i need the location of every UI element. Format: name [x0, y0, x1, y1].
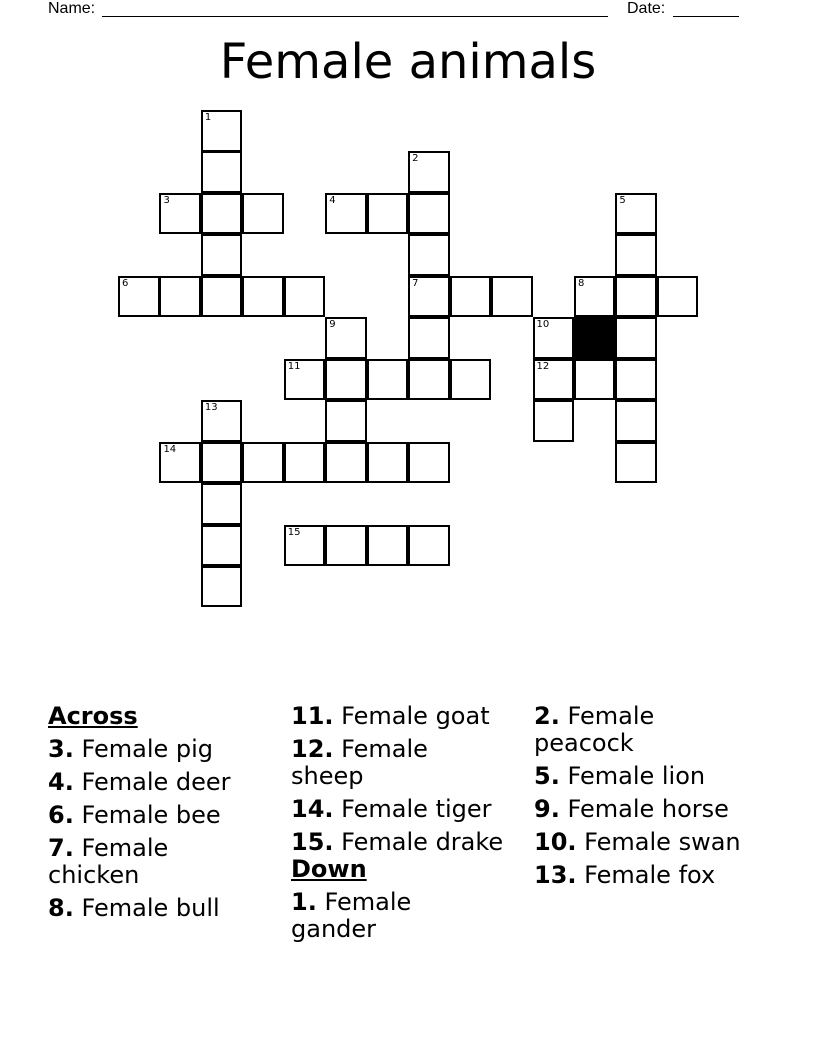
clue-text: Female horse — [567, 795, 729, 823]
grid-cell[interactable] — [450, 276, 492, 318]
clue-text: Female lion — [567, 762, 706, 790]
grid-cell[interactable] — [325, 317, 367, 359]
clue-down-5 — [534, 763, 764, 790]
grid-cell[interactable] — [325, 400, 367, 442]
grid-cell[interactable] — [242, 442, 284, 484]
clue-number: 6. — [48, 801, 74, 829]
grid-cell[interactable] — [533, 317, 575, 359]
grid-cell[interactable] — [615, 400, 657, 442]
clue-across-6 — [48, 802, 278, 829]
cell-number: 6 — [122, 277, 129, 289]
clue-text: Female bull — [81, 894, 220, 922]
clue-number: 5. — [534, 762, 560, 790]
cell-number: 7 — [412, 277, 419, 289]
grid-cell[interactable] — [325, 359, 367, 401]
clue-across-11 — [291, 703, 521, 730]
clue-number: 8. — [48, 894, 74, 922]
grid-cell[interactable] — [408, 193, 450, 235]
grid-cell[interactable] — [325, 442, 367, 484]
grid-cell[interactable] — [201, 400, 243, 442]
grid-cell[interactable] — [615, 317, 657, 359]
grid-cell[interactable] — [284, 442, 326, 484]
cell-number: 9 — [329, 319, 336, 331]
grid-cell[interactable] — [615, 442, 657, 484]
cell-number: 14 — [163, 443, 177, 455]
clue-list — [48, 703, 768, 1003]
clue-number: 15. — [291, 828, 334, 856]
clue-text: Female fox — [584, 861, 716, 889]
clue-text: Female gander — [291, 888, 412, 943]
grid-cell[interactable] — [408, 317, 450, 359]
grid-cell[interactable] — [574, 276, 616, 318]
grid-cell[interactable] — [491, 276, 533, 318]
grid-cell[interactable] — [615, 276, 657, 318]
clue-number: 10. — [534, 828, 577, 856]
grid-cell[interactable] — [408, 234, 450, 276]
clue-column-3 — [534, 703, 764, 895]
grid-cell[interactable] — [367, 442, 409, 484]
clue-number: 14. — [291, 795, 334, 823]
clue-text: Female pig — [81, 735, 214, 763]
grid-cell[interactable] — [201, 193, 243, 235]
grid-cell[interactable] — [615, 234, 657, 276]
cell-number: 4 — [329, 194, 336, 206]
date-label: Date: — [627, 0, 666, 17]
clue-across-12 — [291, 736, 441, 790]
grid-cell[interactable] — [450, 359, 492, 401]
grid-cell[interactable] — [408, 525, 450, 567]
clue-down-2 — [534, 703, 684, 757]
grid-cell[interactable] — [118, 276, 160, 318]
grid-cell[interactable] — [657, 276, 699, 318]
grid-cell[interactable] — [367, 525, 409, 567]
grid-cell[interactable] — [574, 359, 616, 401]
grid-cell[interactable] — [284, 359, 326, 401]
clue-text: Female tiger — [341, 795, 492, 823]
clue-down-9 — [534, 796, 764, 823]
cell-number: 8 — [577, 277, 585, 289]
clue-number: 3. — [48, 735, 74, 763]
clue-across-8 — [48, 895, 278, 922]
clue-down-10 — [534, 829, 764, 856]
grid-cell[interactable] — [408, 359, 450, 401]
cell-number: 2 — [412, 153, 419, 165]
grid-cell[interactable] — [201, 566, 243, 608]
clue-column-1 — [48, 703, 278, 928]
grid-cell[interactable] — [615, 359, 657, 401]
page-title: Female animals — [219, 34, 597, 90]
grid-cell[interactable] — [367, 359, 409, 401]
clue-number: 2. — [534, 702, 560, 730]
cell-number: 15 — [287, 526, 301, 538]
clue-text: Female swan — [584, 828, 741, 856]
cell-number: 13 — [204, 402, 218, 414]
clue-number: 12. — [291, 735, 334, 763]
clue-down-1 — [291, 889, 441, 943]
grid-cell[interactable] — [159, 193, 201, 235]
cell-number: 1 — [204, 112, 212, 123]
grid-cell[interactable] — [284, 276, 326, 318]
clue-across-3 — [48, 736, 278, 763]
name-label: Name: — [48, 0, 96, 17]
grid-cell[interactable] — [201, 483, 243, 525]
clue-text: Female bee — [81, 801, 221, 829]
cell-number: 12 — [536, 360, 550, 372]
grid-cell[interactable] — [533, 400, 575, 442]
grid-cell[interactable] — [159, 442, 201, 484]
clue-across-7 — [48, 835, 198, 889]
clue-text: Female peacock — [534, 702, 655, 757]
grid-cell[interactable] — [408, 151, 450, 193]
clue-number: 4. — [48, 768, 74, 796]
cell-number: 5 — [619, 194, 626, 206]
black-cell — [574, 317, 616, 359]
clue-number: 7. — [48, 834, 74, 862]
grid-cell[interactable] — [201, 525, 243, 567]
clue-across-14 — [291, 796, 521, 823]
clue-text: Female sheep — [291, 735, 428, 790]
clue-column-2 — [291, 703, 521, 949]
clue-text: Female goat — [341, 702, 490, 730]
grid-cell[interactable] — [201, 442, 243, 484]
cell-number: 3 — [163, 194, 170, 206]
across-heading: Across — [48, 702, 138, 730]
grid-cell[interactable] — [533, 359, 575, 401]
grid-cell[interactable] — [284, 525, 326, 567]
clue-text: Female chicken — [48, 834, 169, 889]
grid-cell[interactable] — [201, 276, 243, 318]
clue-across-15 — [291, 829, 521, 856]
grid-cell[interactable] — [242, 193, 284, 235]
cell-number: 10 — [536, 319, 550, 331]
grid-cell[interactable] — [408, 276, 450, 318]
clue-number: 13. — [534, 861, 577, 889]
clue-number: 1. — [291, 888, 317, 916]
grid-cell[interactable] — [408, 442, 450, 484]
cell-number: 11 — [287, 360, 301, 372]
grid-cell[interactable] — [201, 151, 243, 193]
clue-number: 11. — [291, 702, 334, 730]
grid-cell[interactable] — [325, 525, 367, 567]
clue-across-4 — [48, 769, 278, 796]
grid-cell[interactable] — [615, 193, 657, 235]
clue-number: 9. — [534, 795, 560, 823]
clue-text: Female drake — [341, 828, 504, 856]
grid-cell[interactable] — [242, 276, 284, 318]
grid-cell[interactable] — [325, 193, 367, 235]
down-heading: Down — [291, 855, 367, 883]
grid-cell[interactable] — [201, 110, 243, 152]
clue-text: Female deer — [81, 768, 231, 796]
grid-cell[interactable] — [159, 276, 201, 318]
clue-down-13 — [534, 862, 764, 889]
grid-cell[interactable] — [367, 193, 409, 235]
grid-cell[interactable] — [201, 234, 243, 276]
